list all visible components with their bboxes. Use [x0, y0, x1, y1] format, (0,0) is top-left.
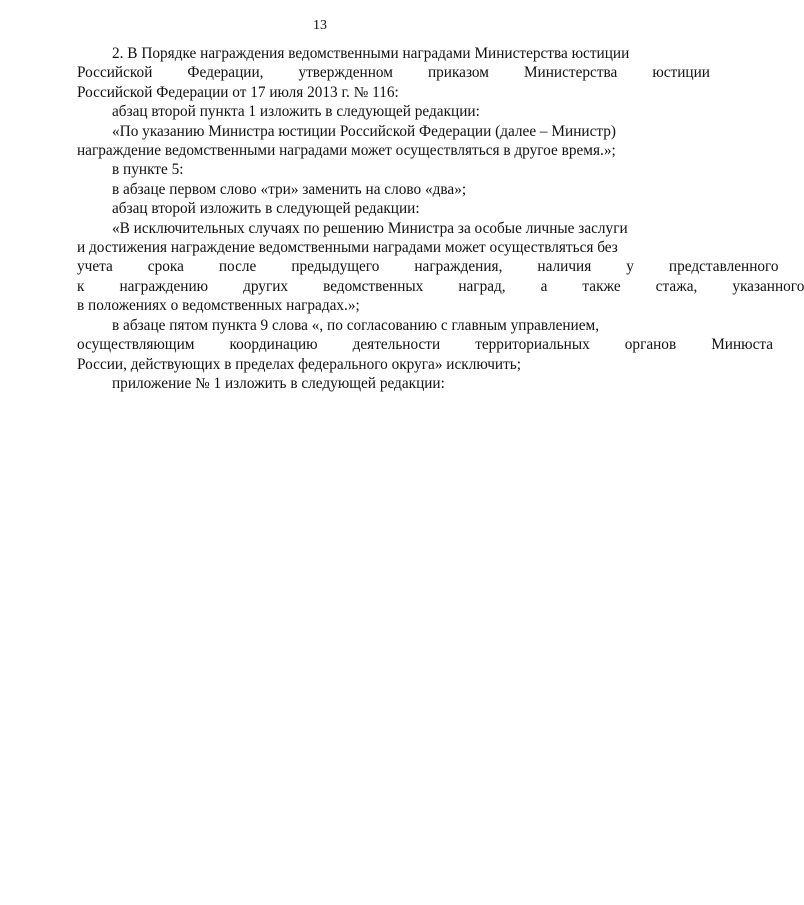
paragraph-line-justified [42, 257, 779, 276]
paragraph-line: России, действующих в пределах федерального округа» исключить; [77, 355, 521, 373]
word: стажа, [655, 277, 698, 295]
document-body [77, 44, 804, 393]
paragraph-line: в положениях о ведомственных наградах.»; [77, 297, 360, 315]
word: учета [77, 258, 113, 276]
paragraph-line-justified [42, 63, 710, 82]
word: представленного [668, 258, 779, 276]
word: к [77, 277, 85, 295]
paragraph-line-justified [42, 277, 804, 296]
paragraph-line: Российской Федерации от 17 июля 2013 г. № 116: [77, 83, 399, 101]
paragraph-amendment-intro [77, 44, 710, 102]
paragraph-line: «По указанию Министра юстиции Российской Федерации (далее – Министр) [112, 122, 616, 140]
paragraph-item-1-instruction [77, 102, 597, 121]
paragraph-line-justified [42, 335, 774, 354]
paragraph-line: и достижения награждение ведомственными наградами может осуществляться без [77, 239, 618, 257]
word: предыдущего [291, 258, 380, 276]
word: деятельности [352, 336, 441, 354]
paragraph-item-9 [77, 316, 774, 374]
paragraph-quoted-text-1 [77, 122, 616, 161]
word: срока [147, 258, 184, 276]
paragraph-line: «В исключительных случаях по решению Министра за особые личные заслуги [112, 219, 628, 237]
paragraph-line: в абзаце первом слово «три» заменить на слово «два»; [112, 180, 467, 198]
word: Федерации, [187, 64, 264, 82]
word: территориальных [475, 336, 590, 354]
word: утвержденном [298, 64, 393, 82]
paragraph-line: в абзаце пятом пункта 9 слова «, по согласованию с главным управлением, [112, 316, 600, 334]
word: Российской [77, 64, 153, 82]
word: юстиции [652, 64, 710, 82]
word: указанного [732, 277, 804, 295]
word: других [243, 277, 289, 295]
word: Минюста [711, 336, 774, 354]
paragraph-line: абзац второй пункта 1 изложить в следующей редакции: [112, 103, 480, 121]
paragraph-item-5-heading [77, 160, 597, 179]
paragraph-item-5-second [77, 199, 597, 218]
word: после [218, 258, 257, 276]
paragraph-line: награждение ведомственными наградами может осуществляться в другое время.»; [77, 142, 616, 160]
paragraph-item-5-first [77, 180, 597, 199]
word: органов [624, 336, 677, 354]
word: наличия [537, 258, 592, 276]
paragraph-line: в пункте 5: [112, 161, 184, 179]
word: награждению [119, 277, 209, 295]
paragraph-line: абзац второй изложить в следующей редакции: [112, 200, 420, 218]
page-number: 13 [313, 18, 327, 33]
word: ведомственных [323, 277, 424, 295]
word: осуществляющим [77, 336, 195, 354]
paragraph-line: приложение № 1 изложить в следующей редакции: [112, 374, 445, 392]
paragraph-line: 2. В Порядке награждения ведомственными наградами Министерства юстиции [112, 45, 630, 62]
word: Министерства [523, 64, 618, 82]
word: координацию [229, 336, 318, 354]
word: награждения, [414, 258, 503, 276]
word: наград, [458, 277, 506, 295]
word: также [582, 277, 621, 295]
word: а [540, 277, 548, 295]
word: приказом [427, 64, 489, 82]
paragraph-quoted-text-2 [77, 219, 804, 316]
word: у [626, 258, 634, 276]
paragraph-appendix-1 [77, 374, 597, 393]
